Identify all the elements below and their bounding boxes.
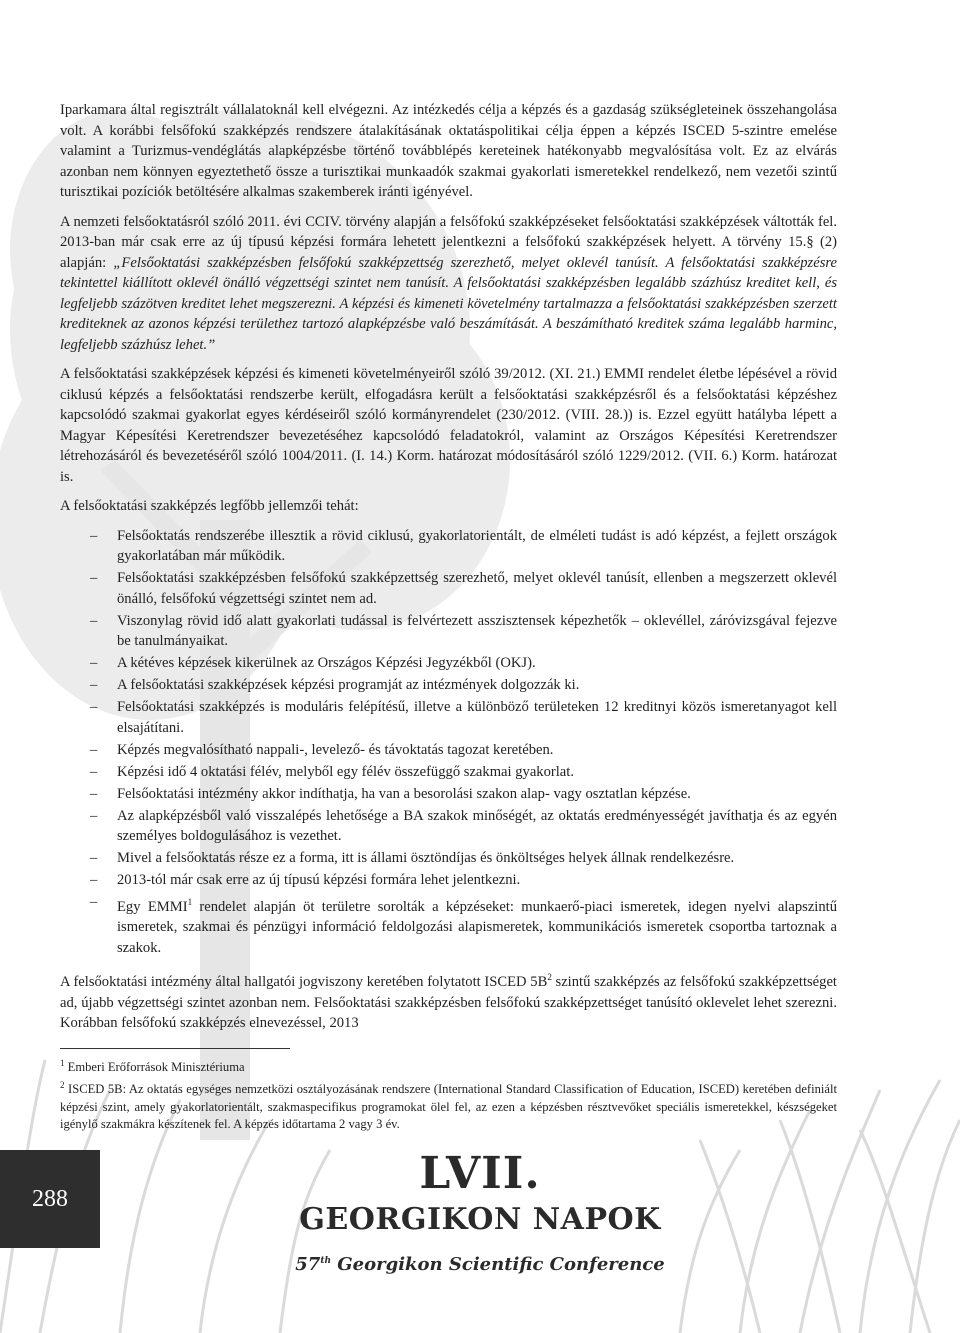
dash-bullet: – xyxy=(90,894,98,910)
conference-name: GEORGIKON NAPOK xyxy=(299,1202,661,1237)
conference-edition: LVII. xyxy=(419,1148,541,1199)
list-item: – Viszonylag rövid idő alatt gyakorlati tudással is felvértezett asszisztensek képezhetők – oklevéllel, záróvizsgával fejezve be tanulmányaikat. xyxy=(90,612,837,649)
footnote-ref-2: 2 xyxy=(547,972,552,983)
list-intro: A felsőoktatási szakképzés legfőbb jellemzői tehát: xyxy=(60,498,359,514)
dash-bullet: – xyxy=(90,807,98,824)
dash-bullet: – xyxy=(90,655,98,671)
footnotes xyxy=(60,1055,837,1135)
dash-bullet: – xyxy=(90,699,98,715)
list-item: – Felsőoktatási szakképzésben felsőfokú szakképzettség szerezhető, melyet oklevél tanúsít, ellenben a megszerzett oklevél önálló, felsőfokú végzettségi szintet nem ad. xyxy=(90,570,837,607)
characteristics-list xyxy=(60,526,837,959)
law-quote: „Felsőoktatási szakképzésben felsőfokú szakképzettség szerezhető, melyet oklevél tanúsít. A felsőoktatási szakképzésre tekintettel kiállított oklevél önálló végzettségi szintet nem tanúsít. A felsőoktatási szakképzésben legalább százhúsz kreditet kell, és legfeljebb százötven kreditet lehet megszerezni. A képzési és kimeneti követelmény tartalmazza a felsőoktatási szakképzésben szerzett krediteknek az azonos képzési területhez tartozó alapképzésbe való beszámítását. A beszámítható kreditek száma legalább harminc, legfeljebb százhúsz lehet.” xyxy=(60,254,837,353)
dash-bullet: – xyxy=(90,570,98,586)
dash-bullet: – xyxy=(90,527,98,544)
conference-subtitle: 57th Georgikon Scientific Conference xyxy=(295,1254,665,1275)
dash-bullet: – xyxy=(90,763,98,780)
list-item: – Képzési idő 4 oktatási félév, melyből egy félév összefüggő szakmai gyakorlat. xyxy=(60,762,837,783)
paragraph-2-text: A nemzeti felsőoktatásról szóló 2011. évi CCIV. törvény alapján a felsőfokú szakképzéseket felsőoktatási szakképzések váltották fel. 2013-ban már csak erre az új típusú képzési formára lehetett jelentkezni a felsőfokú szakképzések helyett. A törvény 15.§ (2) alapján: xyxy=(60,213,837,271)
footnote-ref-1: 1 xyxy=(187,897,193,907)
footnote-2: $^2$ ISCED 5B: Az oktatás egységes nemzetközi osztályozásának rendszere (International Standard Classification of Education, ISCED) keretében definiált képzési szint, amely gyakorlatorientált, szakmaspecifikus programokat ölel fel, az ezen a képzésben résztvevőket speciális ismeretekkel, készségeket igénylő szakmákra készítenek fel. A képzés időtartama 2 vagy 3 év. xyxy=(60,1079,837,1132)
dash-bullet: – xyxy=(90,785,98,802)
list-item: – A kétéves képzések kikerülnek az Országos Képzési Jegyzékből (OKJ). xyxy=(60,653,837,674)
page-number: 288 xyxy=(0,1150,100,1248)
dash-bullet: – xyxy=(90,677,98,693)
list-item: – Mivel a felsőoktatás része ez a forma, itt is állami ösztöndíjas és önköltséges helyek állnak rendelkezésre. xyxy=(60,848,837,869)
list-item: – Felsőoktatási szakképzés is moduláris felépítésű, illetve a különböző területeken 12 kreditnyi közös ismeretanyagot kell elsajátítani. xyxy=(90,699,837,736)
list-item: – Képzés megvalósítható nappali-, levelező- és távoktatás tagozat keretében. xyxy=(60,740,837,761)
paragraph-2 xyxy=(60,212,837,356)
conference-logo xyxy=(290,1148,670,1275)
list-item: – 2013-tól már csak erre az új típusú képzési formára lehet jelentkezni. xyxy=(60,870,837,891)
dash-bullet: – xyxy=(90,741,98,758)
list-item: – Egy EMMI$^1$ rendelet alapján öt területre sorolták a képzéseket: munkaerő-piaci ismeretek, idegen nyelvi alapszintű ismeretek, szakmai és pénzügyi információ feldolgozási alapismeretek, kommunikációs ismeretek csoportba tartoznak a szakok. xyxy=(90,894,837,956)
list-item: – A felsőoktatási szakképzések képzési programját az intézmények dolgozzák ki. xyxy=(60,675,837,696)
dash-bullet: – xyxy=(90,872,98,888)
list-item: – Felsőoktatás rendszerébe illesztik a rövid ciklusú, gyakorlatorientált, de elméleti tudást is adó képzést, a fejlett országok gyakorlatában már működik. xyxy=(90,527,837,564)
paragraph-3: A felsőoktatási szakképzések képzési és kimeneti követelményeiről szóló 39/2012. (XI. 21.) EMMI rendelet életbe lépésével a rövid ciklusú képzés a felsőoktatási rendszerbe került, elfogadásra került a felsőoktatási szakképzésről és a felsőoktatási képzéshez kapcsolódó szakmai gyakorlat egyes kérdéseiről szóló kormányrendelet (230/2012. (VIII. 28.)) is. Ezzel együtt hatályba lépett a Magyar Képesítési Keretrendszer bevezetéséhez kapcsolódó feladatokról, valamint az Országos Képesítési Keretrendszer létrehozásáról és bevezetéséről szóló 1004/2011. (I. 14.) Korm. határozat módosításáról szóló 1229/2012. (VII. 6.) Korm. határozat is. xyxy=(60,366,837,485)
list-item: – Az alapképzésből való visszalépés lehetősége a BA szakok minőségét, az oktatás eredményességét javíthatja és az egyén személyes boldogulásához is vezethet. xyxy=(90,807,837,844)
footnote-divider xyxy=(60,1048,290,1049)
dash-bullet: – xyxy=(90,612,98,629)
footnote-1: $^1$ Emberi Erőforrások Minisztériuma xyxy=(60,1057,245,1074)
article-page xyxy=(60,100,837,1134)
paragraph-1: Iparkamara által regisztrált vállalatoknál kell elvégezni. Az intézkedés célja a képzés és a gazdaság szükségleteinek összehangolása volt. A korábbi felsőfokú szakképzés rendszere átalakításának oktatáspolitikai célja éppen a képzés ISCED 5-szintre emelése valamint a Turizmus-vendéglátás alapképzésbe történő továbblépés kereteinek hatékonyabb megvalósítása volt. Ez az elvárás azonban nem könnyen egyeztethető össze a turisztikai munkaadók szakmai gyakorlati ismeretekkel rendelkező, nem vezetői szintű turisztikai pozíciók betöltésére alkalmas szakemberek iránti igényével. xyxy=(60,102,837,200)
dash-bullet: – xyxy=(90,850,98,866)
paragraph-5: A felsőoktatási intézmény által hallgatói jogviszony keretében folytatott ISCED $5B^2$ szintű szakképzés az felsőfokú szakképzettséget ad, újabb végzettségi szintet azonban nem. Felsőoktatási szakképzésben felsőfokú szakképzettséget tanúsító oklevelet lehet szerezni. Korábban felsőfokú szakképzés elnevezéssel, 2013 xyxy=(60,972,837,1032)
list-item: – Felsőoktatási intézmény akkor indíthatja, ha van a besorolási szakon alap- vagy osztatlan képzése. xyxy=(60,784,837,805)
